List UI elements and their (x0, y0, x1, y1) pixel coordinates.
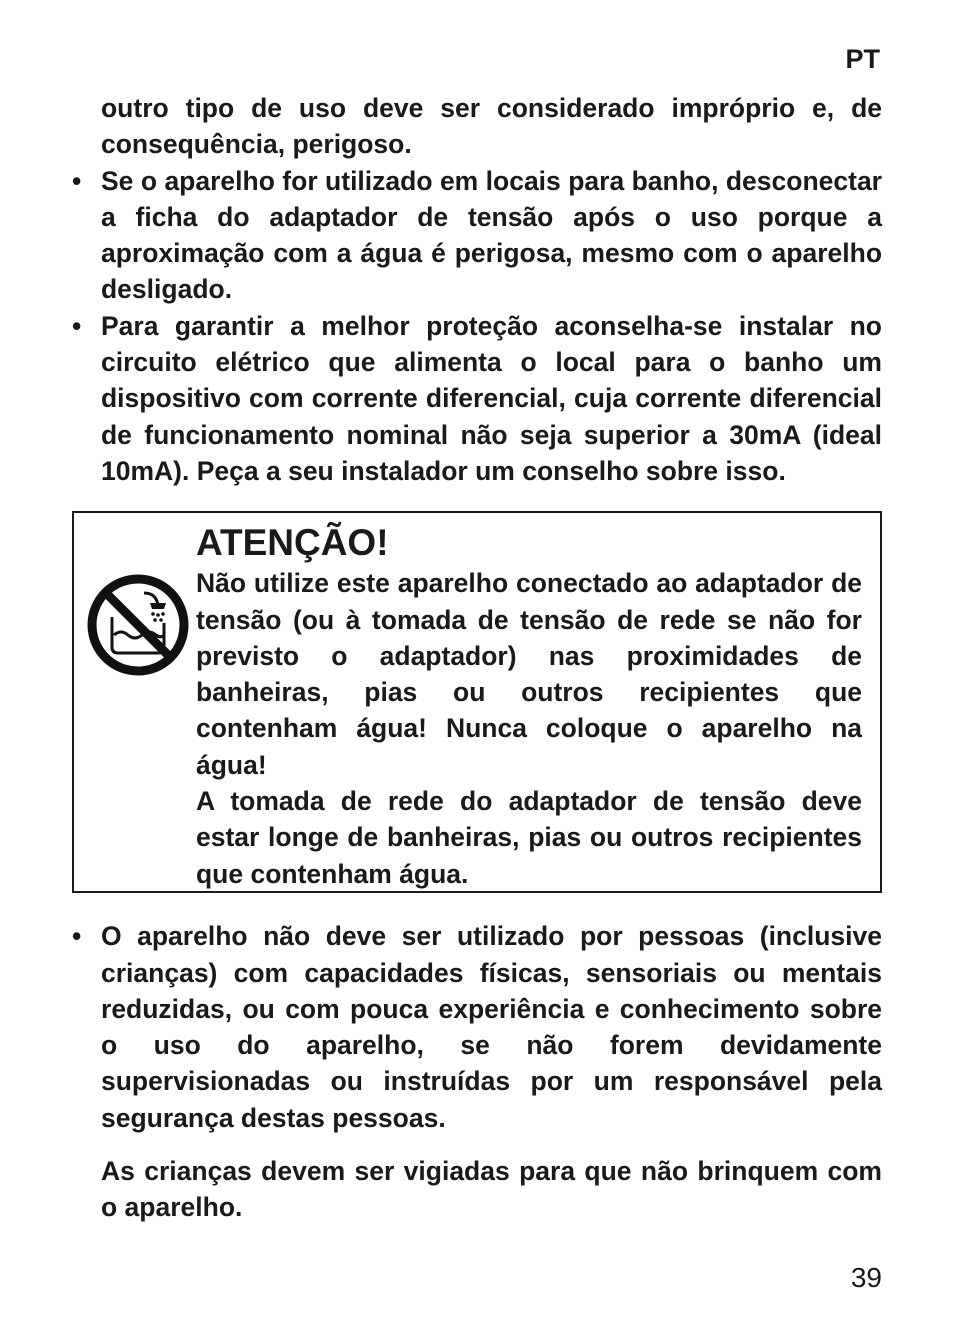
warning-box (72, 511, 882, 893)
bullet-icon: • (72, 165, 82, 196)
warning-title: ATENÇÃO! (196, 522, 389, 564)
warning-paragraph: A tomada de rede do adaptador de tensão deve estar longe de banheiras, pias ou outros recipientes que contenham água. (196, 786, 862, 889)
closing-note: As crianças devem ser vigiadas para que não brinquem com o aparelho. (101, 1156, 882, 1223)
bullet-text: Para garantir a melhor proteção aconselha-se instalar no circuito elétrico que alimenta o local para o banho um dispositivo com corrente diferencial, cuja corrente diferencial de funcionamento nominal não seja superior a 30mA (ideal 10mA). Peça a seu instalador um conselho sobre isso. (101, 310, 882, 486)
bullet-icon: • (72, 921, 82, 952)
language-code: PT (845, 44, 880, 74)
warning-text (196, 521, 862, 892)
list-item (72, 163, 882, 308)
bullet-icon: • (72, 310, 82, 341)
list-item (72, 918, 882, 1136)
warning-paragraph: Não utilize este aparelho conectado ao adaptador de tensão (ou à tomada de tensão de rede se não for previsto o adaptador) nas proximidades de banheiras, pias ou outros recipientes que contenham água! Nunca coloque o aparelho na água! (196, 568, 862, 780)
bullet-text: Se o aparelho for utilizado em locais para banho, desconectar a ficha do adaptador de tensão após o uso porque a aproximação com a água é perigosa, mesmo com o aparelho desligado. (101, 165, 882, 305)
bullet-text: O aparelho não deve ser utilizado por pessoas (inclusive crianças) com capacidades físicas, sensoriais ou mentais reduzidas, ou com pouca experiência e conhecimento sobre o uso do aparelho, se não forem devidamente supervisionadas ou instruídas por um responsável pela segurança destas pessoas. (101, 921, 882, 1133)
page-number: 39 (850, 1262, 882, 1293)
no-water-bath-icon (86, 573, 190, 677)
intro-continuation: outro tipo de uso deve ser considerado impróprio e, de consequência, perigoso. (101, 93, 882, 160)
list-item (72, 308, 882, 489)
page-content (72, 90, 882, 1226)
